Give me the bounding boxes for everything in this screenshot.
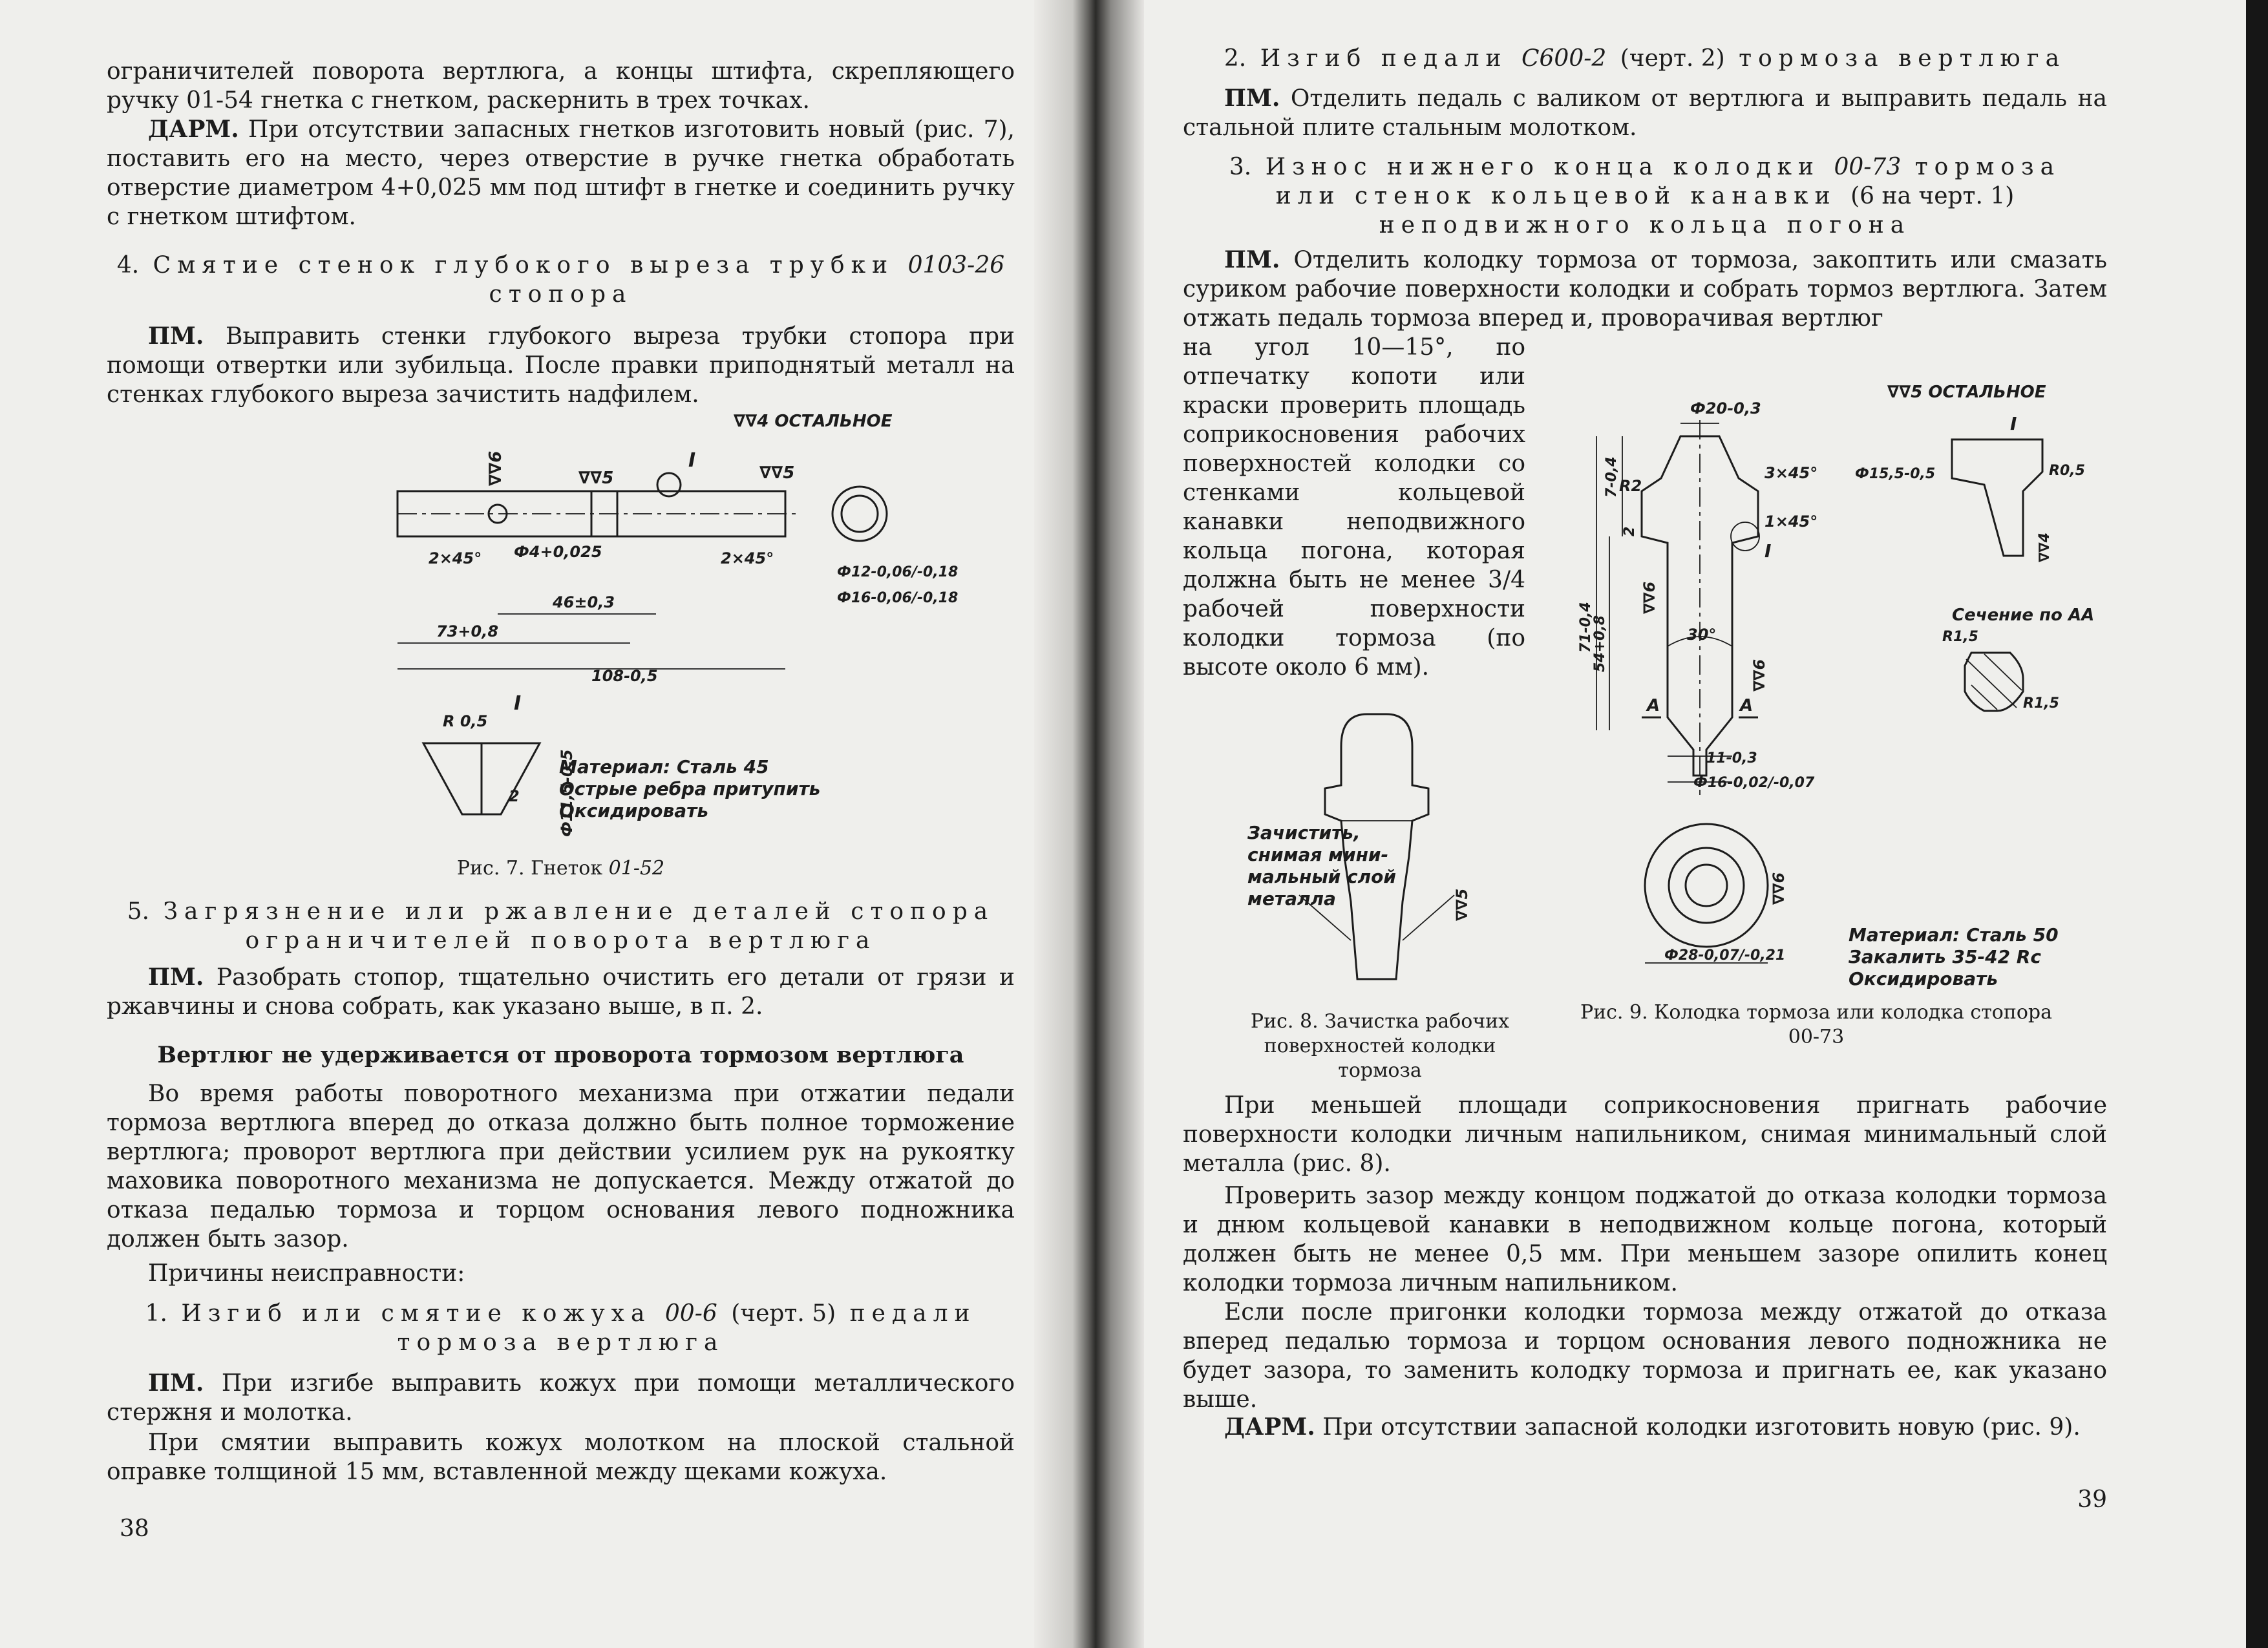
svg-text:Ф4+0,025: Ф4+0,025 (514, 543, 602, 561)
svg-text:А: А (1647, 696, 1660, 715)
section-4-repair: ПМ. Выправить стенки глубокого выреза трубки стопора при помощи отвертки или зубильца. После правки приподнятый металл на стенках глубокого выреза зачистить надфилем. (107, 322, 1015, 408)
top-view (1645, 824, 1768, 947)
section-2-heading: 2. Изгиб педали С600-2 (черт. 2) тормоза вертлюга (1224, 45, 2066, 72)
svg-text:∇∇5: ∇∇5 (1453, 888, 1471, 921)
section-5-repair: ПМ. Разобрать стопор, тщательно очистить его детали от грязи и ржавчины и снова собрать, как указано выше, в п. 2. (107, 964, 1015, 1020)
section-1-repair-2: При смятии выправить кожух молотком на плоской стальной оправке толщиной 15 мм, вставленной между щеками кожуха. (107, 1430, 1015, 1485)
svg-text:I: I (514, 692, 522, 715)
subheading-brake: Вертлюг не удерживается от проворота тормозом вертлюга (157, 1042, 964, 1068)
darm-label: ДАРМ. (148, 116, 239, 143)
svg-text:Ф16-0,06/-0,18: Ф16-0,06/-0,18 (837, 590, 959, 606)
figure-9-caption: Рис. 9. Колодка тормоза или колодка стопора 00-73 (1580, 1001, 2053, 1048)
svg-text:2: 2 (1622, 526, 1638, 536)
svg-text:А: А (1740, 696, 1754, 715)
section-aa (1965, 653, 2023, 711)
svg-text:Ф11,5-0,5: Ф11,5-0,5 (558, 749, 576, 837)
paragraph-continuation (107, 57, 1015, 115)
svg-text:73+0,8: 73+0,8 (436, 622, 499, 640)
page-38 (107, 0, 1015, 1648)
svg-text:11-0,3: 11-0,3 (1706, 750, 1757, 766)
figure-9-drawing (1571, 381, 2107, 1002)
svg-text:∇∇6: ∇∇6 (1750, 659, 1768, 692)
svg-text:∇∇5: ∇∇5 (759, 463, 795, 483)
figure-9-notes: Материал: Сталь 50 Закалить 35-42 Rc Оксидировать (1849, 924, 2059, 989)
svg-text:∇∇5 ОСТАЛЬНОЕ: ∇∇5 ОСТАЛЬНОЕ (1887, 383, 2046, 402)
svg-text:∇∇6: ∇∇6 (1640, 581, 1659, 614)
section-1-heading: 1. Изгиб или смятие кожуха 00-6 (черт. 5) педали тормоза вертлюга (145, 1300, 977, 1356)
section-1-repair: ПМ. При изгибе выправить кожух при помощи металлического стержня и молотка. (107, 1369, 1015, 1426)
page-39 (1183, 0, 2107, 1648)
detail-i-right (1952, 439, 2042, 556)
svg-text:54+0,8: 54+0,8 (1592, 615, 1608, 672)
svg-text:∇∇6: ∇∇6 (1770, 872, 1788, 905)
section-2-repair: ПМ. Отделить педаль с валиком от вертлюга и выправить педаль на стальной плите стальным молотком. (1183, 85, 2107, 141)
svg-text:I: I (2010, 413, 2017, 434)
svg-text:R0,5: R0,5 (2049, 463, 2085, 479)
svg-text:R2: R2 (1619, 477, 1642, 495)
figure-7-caption: Рис. 7. Гнеток 01-52 (456, 857, 665, 880)
darm-text: При отсутствии запасных гнетков изготовить новый (рис. 7), поставить его на место, через отверстие в ручке гнетка обработать отверстие диаметром 4+0,025 мм под штифт в гнетке и соединить ручку с гнетком штифтом. (107, 116, 1015, 230)
paragraph-less: При меньшей площади соприкосновения пригнать рабочие поверхности колодки личным напильником, снимая минимальный слой металла (рис. 8). (1183, 1092, 2107, 1177)
svg-text:1×45°: 1×45° (1765, 512, 1818, 531)
svg-text:∇∇6: ∇∇6 (486, 450, 505, 486)
section-3-heading: 3. Износ нижнего конца колодки 00-73 тормоза или стенок кольцевой канавки (6 на черт. 1) неподвижного кольца погона (1229, 154, 2061, 238)
svg-text:30°: 30° (1687, 626, 1717, 644)
figure-8-caption: Рис. 8. Зачистка рабочих поверхностей колодки тормоза (1250, 1010, 1510, 1082)
figure-7-notes: Материал: Сталь 45 Острые ребра притупить Оксидировать (559, 756, 821, 821)
svg-text:Ф16-0,02/-0,07: Ф16-0,02/-0,07 (1693, 775, 1815, 791)
paragraph-if: Если после пригонки колодки тормоза между отжатой до отказа вперед педалью тормоза и торцом основания левого подножника не будет зазора, то заменить колодку тормоза и пригнать ее, как указано выше. (1183, 1299, 2107, 1413)
section-5-heading: 5. Загрязнение или ржавление деталей стопора ограничителей поворота вертлюга (127, 898, 995, 954)
svg-text:71-0,4: 71-0,4 (1578, 602, 1594, 653)
svg-text:I: I (688, 449, 696, 472)
svg-text:∇∇5: ∇∇5 (578, 469, 614, 488)
paragraph-causes: Причины неисправности: (148, 1260, 465, 1287)
svg-text:Ф28-0,07/-0,21: Ф28-0,07/-0,21 (1664, 947, 1786, 964)
roughness-note: ∇∇4 ОСТАЛЬНОЕ (734, 412, 893, 431)
svg-text:7-0,4: 7-0,4 (1604, 456, 1620, 498)
paragraph-check: Проверить зазор между концом поджатой до отказа колодки тормоза и днюм кольцевой канавки в неподвижном кольце погона, который должен быть не менее 0,5 мм. При меньшем зазоре опилить конец колодки тормоза личным напильником. (1183, 1183, 2107, 1296)
svg-text:2×45°: 2×45° (429, 549, 482, 567)
svg-text:I: I (1765, 540, 1772, 562)
paragraph-darm-right: ДАРМ. При отсутствии запасной колодки изготовить новую (рис. 9). (1224, 1413, 2081, 1441)
section-3-repair: ПМ. Отделить колодку тормоза от тормоза, закоптить или смазать суриком рабочие поверхности колодки и собрать тормоз вертлюга. Затем отжать педаль тормоза вперед и, проворачивая вертлюг (1183, 246, 2107, 332)
svg-text:2: 2 (509, 787, 520, 805)
svg-text:Ф12-0,06/-0,18: Ф12-0,06/-0,18 (837, 564, 959, 580)
paragraph-darm (107, 115, 1015, 231)
svg-text:Ф15,5-0,5: Ф15,5-0,5 (1855, 466, 1936, 482)
book-gutter (1034, 0, 1144, 1648)
svg-text:Сечение по АА: Сечение по АА (1952, 606, 2095, 625)
svg-text:3×45°: 3×45° (1765, 464, 1818, 482)
section-3-repair-narrow: на угол 10—15°, по отпечатку копоти или краски проверить площадь соприкосновения рабочих поверхностей колодки со стенками кольцевой канавки неподвижного кольца погона, которая должна быть не менее 3/4 рабочей поверхности колодки тормоза (по высоте около 6 мм). (1183, 334, 1525, 681)
svg-text:R 0,5: R 0,5 (443, 712, 488, 730)
scan-edge (2246, 0, 2268, 1648)
page-number-right: 39 (2077, 1486, 2107, 1513)
page-number-left: 38 (120, 1516, 149, 1542)
svg-text:108-0,5: 108-0,5 (591, 667, 658, 685)
svg-text:Ф20-0,3: Ф20-0,3 (1690, 399, 1761, 417)
svg-text:46±0,3: 46±0,3 (553, 593, 615, 611)
paragraph-text: ограничителей поворота вертлюга, а концы штифта, скрепляющего ручку 01-54 гнетка с гнетком, раскернить в трех точках. (107, 58, 1015, 114)
svg-text:R1,5: R1,5 (2023, 695, 2059, 712)
svg-text:∇∇4: ∇∇4 (2037, 533, 2053, 562)
figure-8-note: Зачистить, снимая мини- мальный слой металла (1247, 822, 1396, 909)
section-4-heading: 4. Смятие стенок глубокого выреза трубки 0103-26 стопора (116, 252, 1005, 308)
svg-text:R1,5: R1,5 (1942, 629, 1978, 645)
svg-text:2×45°: 2×45° (721, 549, 774, 567)
paragraph-work: Во время работы поворотного механизма при отжатии педали тормоза вертлюга вперед до отказа должно быть полное торможение вертлюга; проворот вертлюга при действии усилием рук на рукоятку маховика поворотного механизма не допускается. Между отжатой до отказа педалью тормоза и торцом основания левого подножника должен быть зазор. (107, 1081, 1015, 1252)
